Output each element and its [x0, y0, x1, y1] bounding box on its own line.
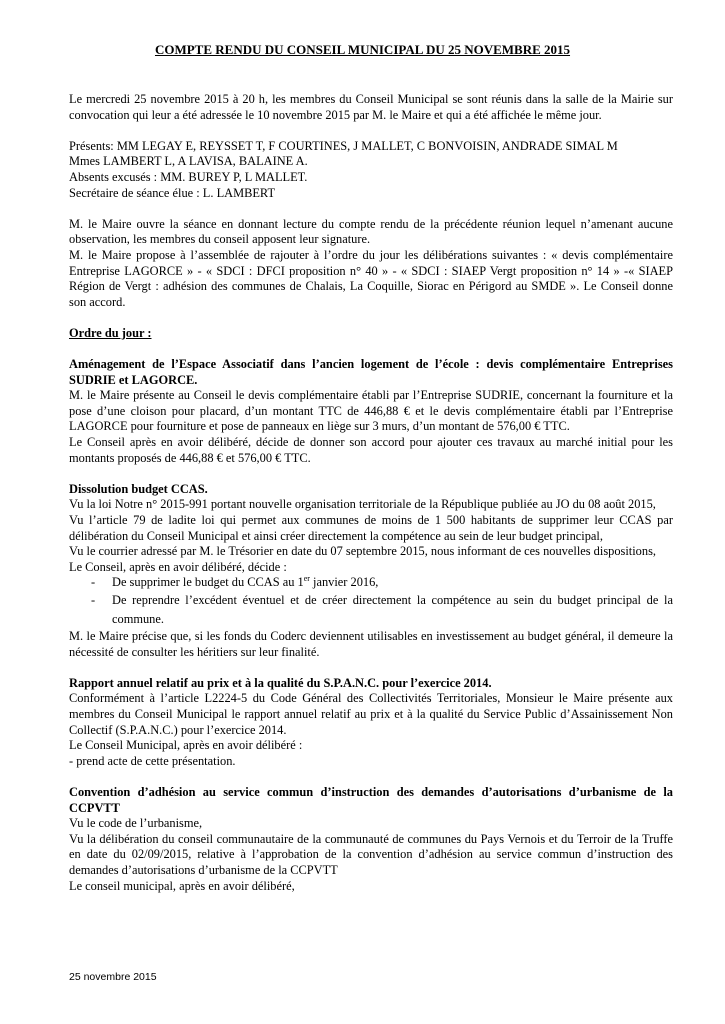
secretary-line: Secrétaire de séance élue : L. LAMBERT — [69, 185, 276, 200]
section-paragraph: Le Conseil Municipal, après en avoir délibéré : — [69, 738, 303, 753]
page-footer-date: 25 novembre 2015 — [69, 971, 157, 983]
section-heading-spanc: Rapport annuel relatif au prix et à la qualité du S.P.A.N.C. pour l’exercice 2014. — [69, 675, 492, 690]
document-title: COMPTE RENDU DU CONSEIL MUNICIPAL DU 25 NOVEMBRE 2015 — [154, 42, 571, 57]
section-paragraph: Vu la loi Notre n° 2015-991 portant nouvelle organisation territoriale de la République publiée au JO du 08 août 2015, — [69, 497, 656, 512]
absents-line: Absents excusés : MM. BUREY P, L MALLET. — [69, 169, 308, 184]
section-heading-convention: Convention d’adhésion au service commun d’instruction des demandes d’autorisations d’urbanisme de la CCPVTT — [69, 784, 673, 815]
section-paragraph: Le Conseil après en avoir délibéré, décide de donner son accord pour ajouter ces travaux au marché initial pour les montants proposés de 446,88 € et 576,00 € TTC. — [69, 435, 673, 465]
section-paragraph: M. le Maire présente au Conseil le devis complémentaire établi par l’Entreprise SUDRIE, concernant la fourniture et la pose d’une cloison pour placard, d’un montant TTC de 446,88 € et le devis complémentaire établi par l’Entreprise LAGORCE pour fourniture et pose de panneaux en liège sur 3 murs, d’un montant de 576,00 € TTC. — [69, 388, 673, 434]
presents-line-2: Mmes LAMBERT L, A LAVISA, BALAINE A. — [69, 154, 308, 169]
list-item: - De reprendre l’excédent éventuel et de créer directement la compétence au sein du budget principal de la commune. — [91, 593, 673, 626]
decision-list — [69, 575, 673, 629]
section-paragraph: M. le Maire précise que, si les fonds du Coderc deviennent utilisables en investissement au budget général, il demeure la nécessité de consulter les héritiers sur leur finalité. — [69, 629, 673, 659]
section-heading-ccas: Dissolution budget CCAS. — [69, 481, 208, 496]
section-paragraph: Vu l’article 79 de ladite loi qui permet aux communes de moins de 1 500 habitants de supprimer leur CCAS par délibération du Conseil Municipal et ainsi créer directement la compétence au sein de leur budget principal, — [69, 513, 673, 543]
section-paragraph: Le Conseil, après en avoir délibéré, décide : — [69, 559, 287, 574]
opening-paragraph: M. le Maire ouvre la séance en donnant lecture du compte rendu de la précédente réunion lequel n’amenant aucune observation, les membres du conseil apposent leur signature. — [69, 216, 673, 247]
list-dash: - — [91, 593, 96, 607]
presents-line: Présents: MM LEGAY E, REYSSET T, F COURTINES, J MALLET, C BONVOISIN, ANDRADE SIMAL M — [69, 138, 618, 153]
section-paragraph: Le conseil municipal, après en avoir délibéré, — [69, 878, 295, 893]
section-paragraph: - prend acte de cette présentation. — [69, 753, 236, 768]
section-paragraph: Vu le courrier adressé par M. le Trésorier en date du 07 septembre 2015, nous informant de ces nouvelles dispositions, — [69, 544, 656, 559]
list-item: - De supprimer le budget du CCAS au 1er janvier 2016, — [91, 574, 379, 590]
section-paragraph: Conformément à l’article L2224-5 du Code Général des Collectivités Territoriales, Monsieur le Maire présente aux membres du Conseil Municipal le rapport annuel relatif au prix et à la qualité du Service Public d’Assainissement Non Collectif (S.P.A.N.C.) pour l’exercice 2014. — [69, 691, 673, 737]
section-paragraph: Vu la délibération du conseil communautaire de la communauté de communes du Pays Vernois et du Terroir de la Truffe en date du 02/09/2015, relative à l’approbation de la convention d’adhésion au service commun d’instruction des demandes d’autorisations d’urbanisme de la CCPVTT — [69, 831, 673, 877]
intro-paragraph: Le mercredi 25 novembre 2015 à 20 h, les membres du Conseil Municipal se sont réunis dans la salle de la Mairie sur convocation qui leur a été adressée le 10 novembre 2015 par M. le Maire et qui a été affichée le même jour. — [69, 92, 673, 122]
agenda-addition-paragraph: M. le Maire propose à l’assemblée de rajouter à l’ordre du jour les délibérations suivantes : « devis complémentaire Entreprise LAGORCE » - « SDCI : DFCI proposition n° 40 » - « SDCI : SIAEP Vergt proposition n° 14 » -« SIAEP Région de Vergt : adhésion des communes de Chalais, La Coquille, Siorac en Périgord au SMDE ». Le Conseil donne son accord. — [69, 247, 673, 309]
document-body — [69, 92, 673, 894]
list-dash: - — [91, 575, 96, 590]
agenda-heading: Ordre du jour : — [69, 325, 152, 340]
section-heading-espace-associatif: Aménagement de l’Espace Associatif dans l’ancien logement de l’école : devis complémentaire Entreprises SUDRIE et LAGORCE. — [69, 357, 673, 387]
section-paragraph: Vu le code de l’urbanisme, — [69, 816, 203, 831]
